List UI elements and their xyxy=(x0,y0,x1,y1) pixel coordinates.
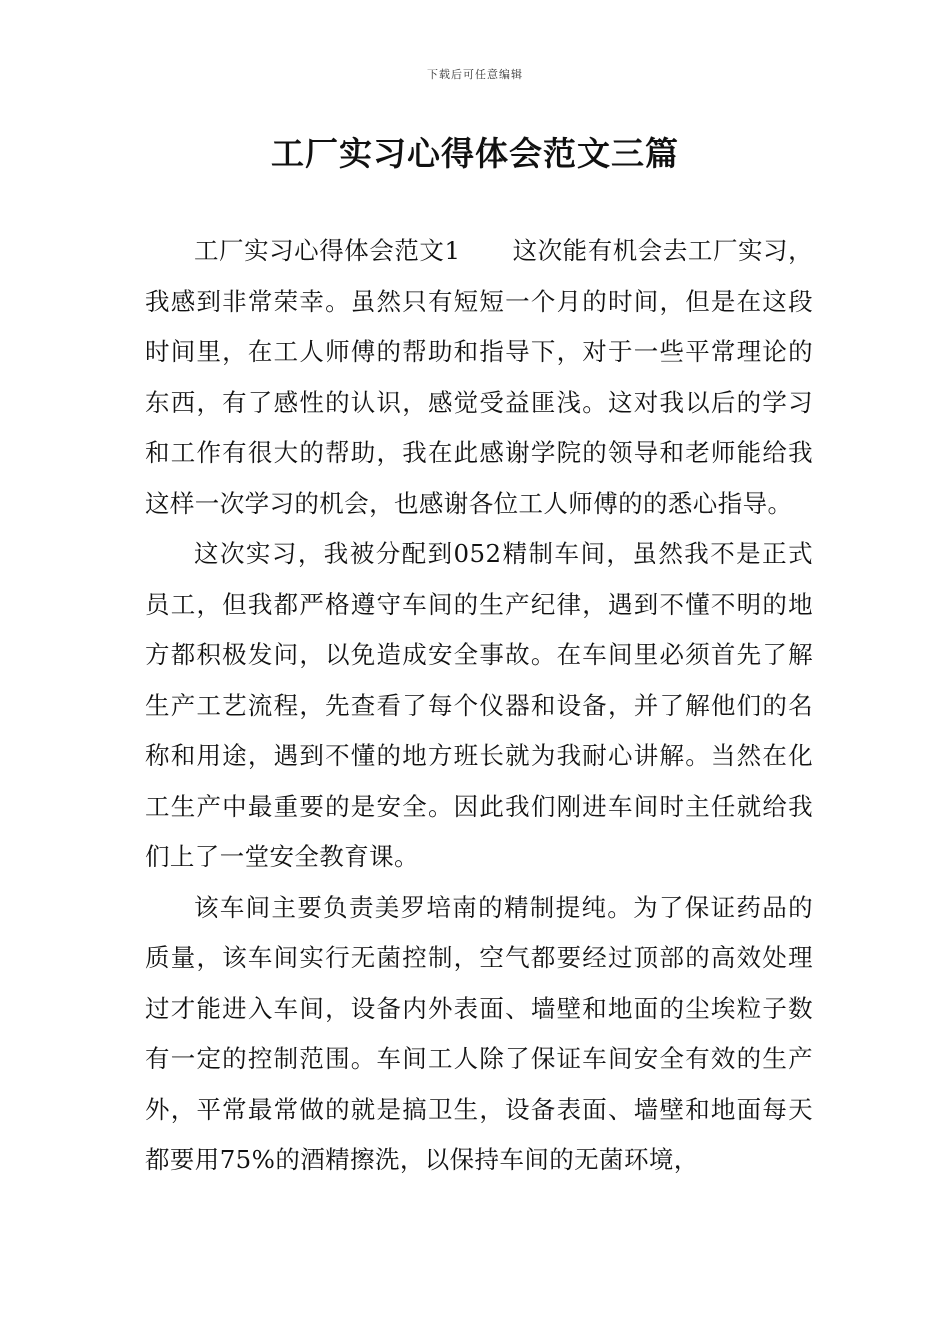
section-heading: 工厂实习心得体会范文1 xyxy=(194,236,461,265)
paragraph-3 xyxy=(145,883,813,1186)
header-note: 下载后可任意编辑 xyxy=(427,68,523,81)
paragraph-1 xyxy=(145,226,813,529)
document-title: 工厂实习心得体会范文三篇 xyxy=(271,134,679,173)
paragraph-text: 这次实习，我被分配到052精制车间，虽然我不是正式员工，但我都严格遵守车间的生产纪律，遇到不懂不明的地方都积极发问，以免造成安全事故。在车间里必须首先了解生产工艺流程，先查看了每个仪器和设备，并了解他们的名称和用途，遇到不懂的地方班长就为我耐心讲解。当然在化工生产中最重要的是安全。因此我们刚进车间时主任就给我们上了一堂安全教育课。 xyxy=(145,539,813,871)
paragraph-2 xyxy=(145,529,813,883)
paragraph-text: 这次能有机会去工厂实习，我感到非常荣幸。虽然只有短短一个月的时间，但是在这段时间里，在工人师傅的帮助和指导下，对于一些平常理论的东西，有了感性的认识，感觉受益匪浅。这对我以后的学习和工作有很大的帮助，我在此感谢学院的领导和老师能给我这样一次学习的机会，也感谢各位工人师傅的的悉心指导。 xyxy=(145,236,813,518)
document-body xyxy=(145,226,813,1186)
paragraph-text: 该车间主要负责美罗培南的精制提纯。为了保证药品的质量，该车间实行无菌控制，空气都要经过顶部的高效处理过才能进入车间，设备内外表面、墙壁和地面的尘埃粒子数有一定的控制范围。车间工人除了保证车间安全有效的生产外，平常最常做的就是搞卫生，设备表面、墙壁和地面每天都要用75%的酒精擦洗，以保持车间的无菌环境， xyxy=(145,892,813,1174)
